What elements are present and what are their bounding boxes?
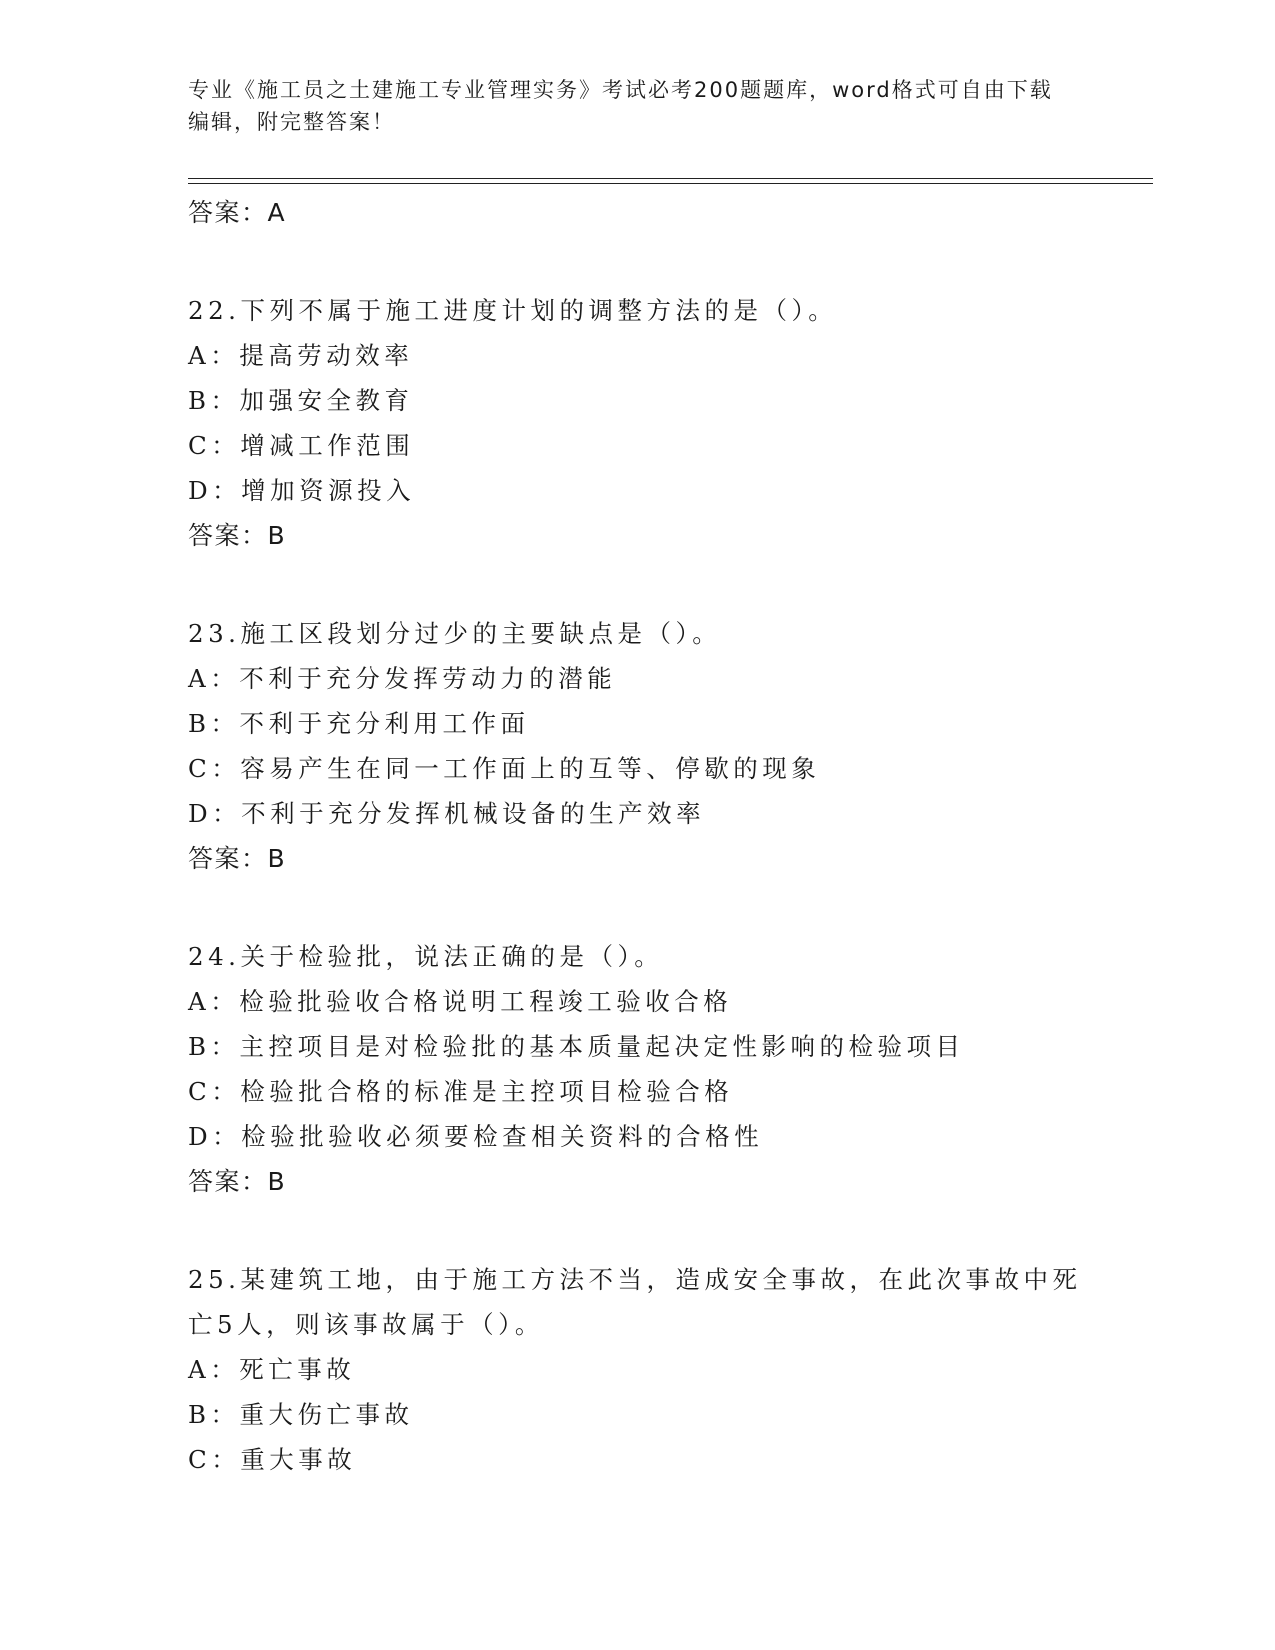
question-22 — [188, 288, 1148, 558]
answer-line: 答案：B — [188, 521, 287, 550]
question-stem-line-2: 亡5人，则该事故属于（）。 — [188, 1310, 544, 1339]
option-b: B：主控项目是对检验批的基本质量起决定性影响的检验项目 — [188, 1032, 965, 1061]
option-b: B：不利于充分利用工作面 — [188, 709, 530, 738]
question-stem: 23.施工区段划分过少的主要缺点是（）。 — [188, 619, 722, 648]
document-header: 专业《施工员之土建施工专业管理实务》考试必考200题题库，word格式可自由下载编辑，附完整答案！ — [188, 78, 1053, 134]
answer-line: 答案：A — [188, 198, 287, 227]
question-stem: 22.下列不属于施工进度计划的调整方法的是（）。 — [188, 296, 838, 325]
question-stem: 24.关于检验批，说法正确的是（）。 — [188, 942, 664, 971]
option-c: C：检验批合格的标准是主控项目检验合格 — [188, 1077, 734, 1106]
option-d: D：增加资源投入 — [188, 476, 416, 505]
option-c: C：容易产生在同一工作面上的互等、停歇的现象 — [188, 754, 821, 783]
question-25 — [188, 1257, 1148, 1482]
option-a: A：不利于充分发挥劳动力的潜能 — [188, 664, 617, 693]
question-stem-line-1: 25.某建筑工地，由于施工方法不当，造成安全事故，在此次事故中死 — [188, 1265, 1082, 1294]
header-rule-top — [188, 178, 1153, 179]
option-a: A：检验批验收合格说明工程竣工验收合格 — [188, 987, 733, 1016]
answer-line: 答案：B — [188, 1167, 287, 1196]
option-c: C：重大事故 — [188, 1445, 357, 1474]
option-a: A：死亡事故 — [188, 1355, 356, 1384]
option-b: B：重大伤亡事故 — [188, 1400, 414, 1429]
option-d: D：检验批验收必须要检查相关资料的合格性 — [188, 1122, 764, 1151]
question-24 — [188, 934, 1148, 1204]
question-23 — [188, 611, 1148, 881]
answer-line: 答案：B — [188, 844, 287, 873]
header-rule-bottom — [188, 183, 1153, 184]
question-list — [188, 190, 1148, 1482]
option-b: B：加强安全教育 — [188, 386, 414, 415]
option-a: A：提高劳动效率 — [188, 341, 414, 370]
option-d: D：不利于充分发挥机械设备的生产效率 — [188, 799, 706, 828]
option-c: C：增减工作范围 — [188, 431, 415, 460]
